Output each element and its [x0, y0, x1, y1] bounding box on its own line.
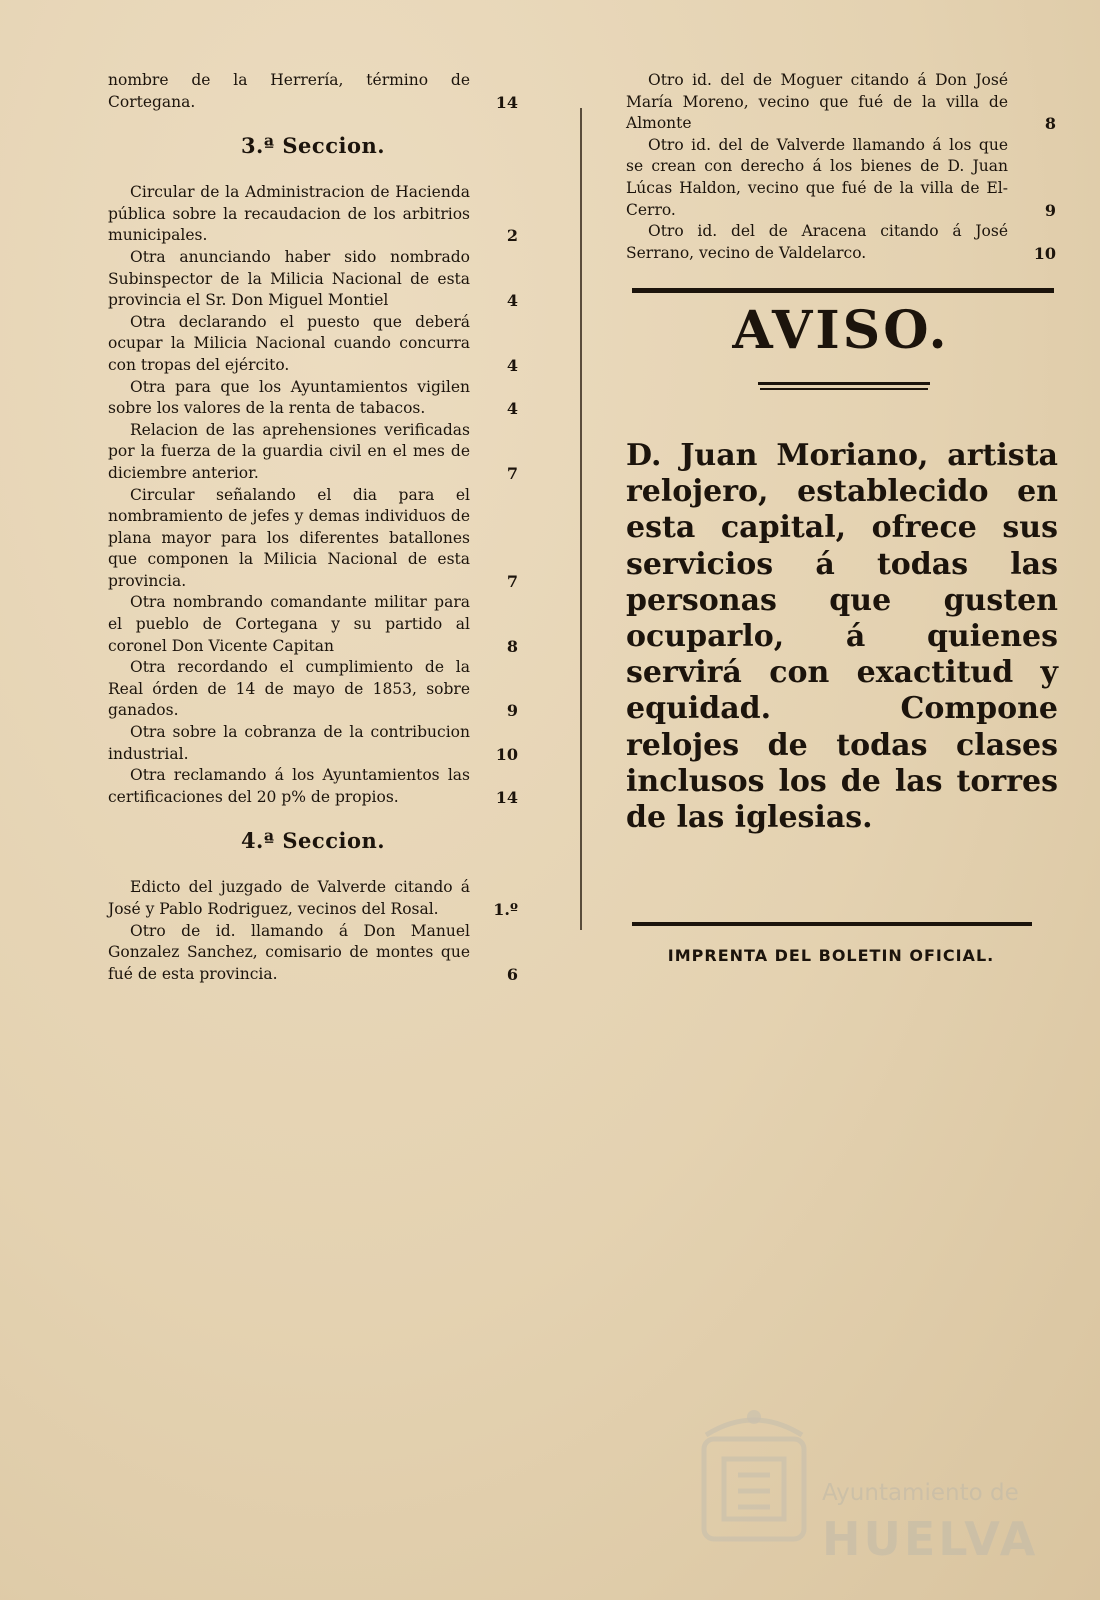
- index-entry: [108, 247, 518, 312]
- section-3-title: 3.ª Seccion.: [240, 133, 386, 159]
- entry-page-number: 14: [495, 787, 518, 807]
- entry-page-number: 9: [506, 701, 518, 721]
- entry-page-number: 1.º: [493, 900, 518, 919]
- entry-page-number: 10: [495, 744, 518, 764]
- index-entry: [108, 485, 518, 593]
- watermark-line-2: HUELVA: [822, 1512, 1039, 1566]
- index-entry: [108, 657, 518, 722]
- entry-text: Edicto del juzgado de Valverde citando á José y Pablo Rodriguez, vecinos del Rosal.: [108, 878, 470, 918]
- entry-page-number: 4: [506, 399, 518, 419]
- entry-text: Otra nombrando comandante militar para el pueblo de Cortegana y su partido al coronel Don Vicente Capitan: [108, 593, 470, 655]
- entry-text: Circular señalando el dia para el nombramiento de jefes y demas individuos de plana mayor para los diferentes batallones que componen la Milicia Nacional de esta provincia.: [108, 485, 470, 590]
- entry-page-number: 8: [506, 636, 518, 656]
- index-entry: [108, 420, 518, 485]
- entry-text: nombre de la Herrería, término de Cortegana.: [108, 71, 470, 111]
- separator-rule: [632, 288, 1054, 293]
- imprint-line: IMPRENTA DEL BOLETIN OFICIAL.: [667, 946, 995, 965]
- index-entry: [108, 592, 518, 657]
- huelva-seal-icon: [690, 1395, 818, 1555]
- left-column: [108, 70, 518, 985]
- entry-page-number: 4: [506, 355, 518, 375]
- ornament-rule: [760, 388, 928, 390]
- ornament-rule: [758, 382, 930, 385]
- index-entry: [626, 135, 1056, 221]
- entry-page-number: 6: [506, 964, 518, 984]
- entry-page-number: 4: [506, 291, 518, 311]
- index-entry: [108, 182, 518, 247]
- entry-text: Relacion de las aprehensiones verificadas por la fuerza de la guardia civil en el mes de diciembre anterior.: [108, 420, 470, 482]
- entry-page-number: 7: [506, 571, 518, 591]
- entry-text: Otro id. del de Aracena citando á José Serrano, vecino de Valdelarco.: [626, 222, 1008, 262]
- index-entry: [108, 765, 518, 808]
- index-entry: [108, 377, 518, 420]
- entry-page-number: 2: [506, 226, 518, 246]
- entry-text: Otro id. del de Moguer citando á Don José María Moreno, vecino que fué de la villa de Almonte: [626, 71, 1008, 133]
- entry-text: Otra declarando el puesto que deberá ocupar la Milicia Nacional cuando concurra con tropas del ejército.: [108, 312, 470, 374]
- watermark-line-1: Ayuntamiento de: [822, 1480, 1019, 1506]
- aviso-text: D. Juan Moriano, artista relojero, establecido en esta capital, ofrece sus servicios á todas las personas que gusten ocuparlo, á quienes servirá con exactitud y equidad. Compone relojes de todas clases inclusos los de las torres de las iglesias.: [626, 438, 1058, 836]
- entry-page-number: 14: [495, 92, 518, 112]
- section-4-title: 4.ª Seccion.: [240, 828, 386, 854]
- entry-text: Otra recordando el cumplimiento de la Real órden de 14 de mayo de 1853, sobre ganados.: [108, 658, 470, 720]
- entry-text: Otra para que los Ayuntamientos vigilen sobre los valores de la renta de tabacos.: [108, 377, 470, 418]
- entry-text: Circular de la Administracion de Hacienda pública sobre la recaudacion de los arbitrios municipales.: [108, 183, 470, 245]
- index-entry: [626, 221, 1056, 264]
- entry-page-number: 7: [506, 463, 518, 483]
- entry-text: Otra sobre la cobranza de la contribucion industrial.: [108, 723, 470, 763]
- right-column: [626, 70, 1056, 264]
- entry-page-number: 8: [1044, 114, 1056, 134]
- entry-text: Otro de id. llamando á Don Manuel Gonzalez Sanchez, comisario de montes que fué de esta provincia.: [108, 921, 470, 983]
- index-entry: [108, 722, 518, 765]
- index-entry: [108, 70, 518, 113]
- entry-page-number: 9: [1044, 200, 1056, 220]
- index-entry: [108, 877, 518, 920]
- separator-rule: [632, 922, 1032, 926]
- index-entry: [108, 312, 518, 377]
- entry-text: Otro id. del de Valverde llamando á los que se crean con derecho á los bienes de D. Juan Lúcas Haldon, vecino que fué de la villa de El-Cerro.: [626, 135, 1008, 219]
- entry-page-number: 10: [1033, 243, 1056, 263]
- index-entry: [626, 70, 1056, 135]
- aviso-heading: AVISO.: [732, 300, 950, 361]
- entry-text: Otra anunciando haber sido nombrado Subinspector de la Milicia Nacional de esta provincia el Sr. Don Miguel Montiel: [108, 247, 470, 310]
- entry-text: Otra reclamando á los Ayuntamientos las certificaciones del 20 p% de propios.: [108, 766, 470, 806]
- index-entry: [108, 921, 518, 986]
- column-divider: [580, 108, 582, 930]
